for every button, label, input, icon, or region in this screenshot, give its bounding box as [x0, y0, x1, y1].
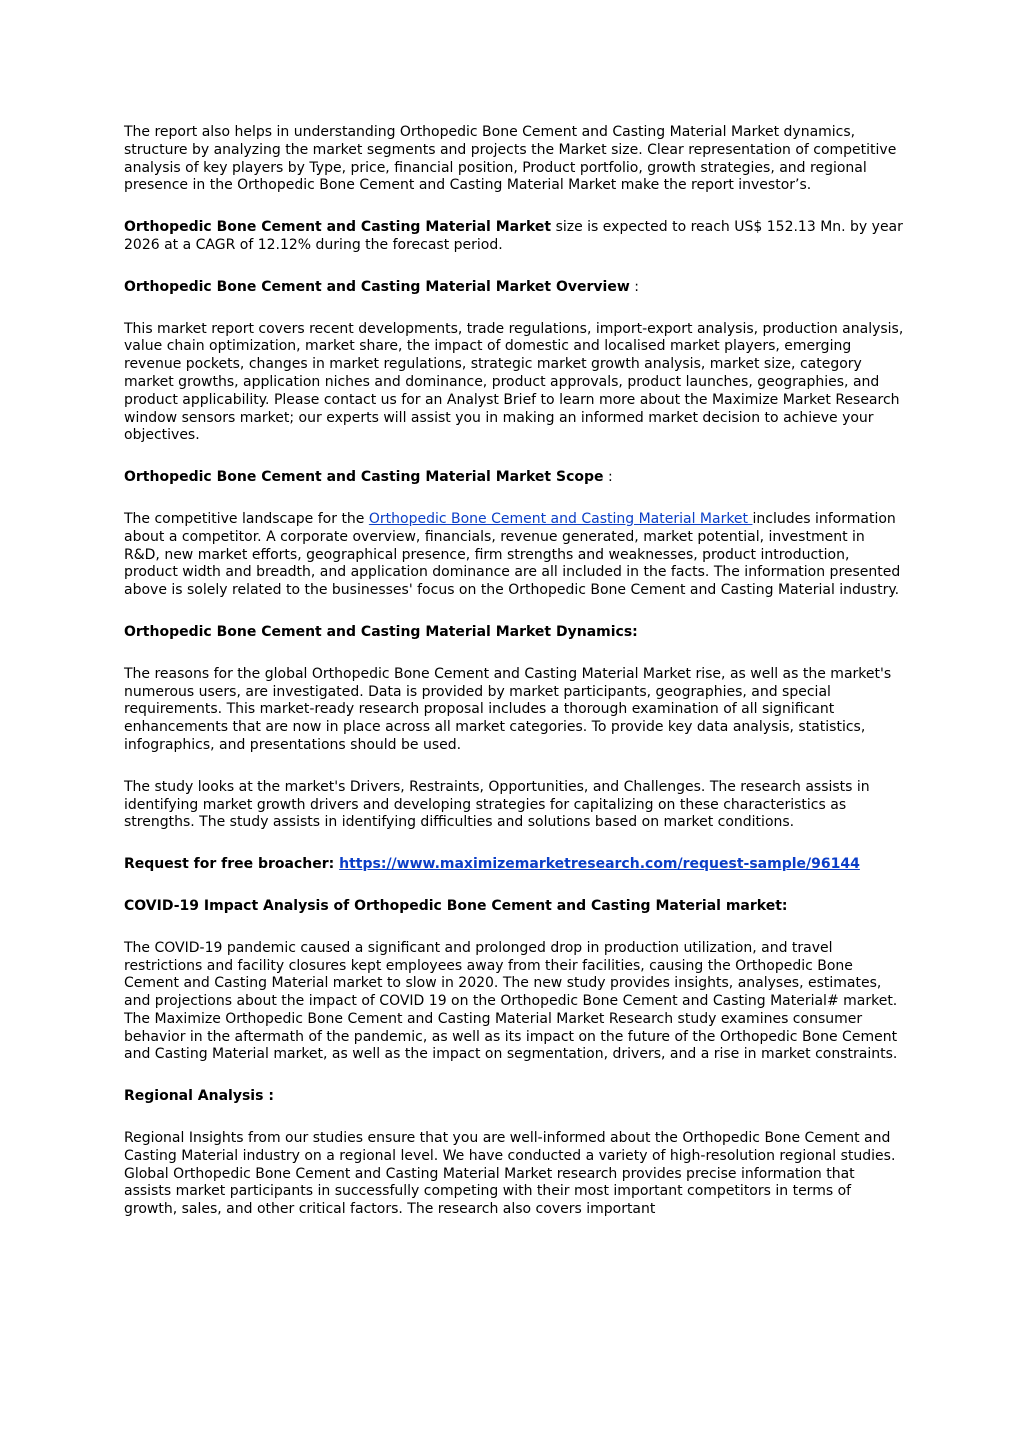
covid-paragraph: The COVID-19 pandemic caused a significant and prolonged drop in production utilization, and travel restrictions and facility closures kept employees away from their facilities, causing the Orthopedic Bone Cement and Casting Material market to slow in 2020. The new study provides insights, analyses, estimates, and projections about the impact of COVID 19 on the Orthopedic Bone Cement and Casting Material# market. The Maximize Orthopedic Bone Cement and Casting Material Market Research study examines consumer behavior in the aftermath of the pandemic, as well as its impact on the future of the Orthopedic Bone Cement and Casting Material market, as well as the impact on segmentation, drivers, and a rise in market constraints. — [124, 939, 898, 1063]
scope-heading — [124, 469, 904, 487]
overview-paragraph: This market report covers recent developments, trade regulations, import-export analysis, production analysis, value chain optimization, market share, the impact of domestic and localised market players, emerging revenue pockets, changes in market regulations, strategic market growth analysis, market size, category market growths, application niches and dominance, product approvals, product launches, geographies, and product applicability. Please contact us for an Analyst Brief to learn more about the Maximize Market Research window sensors market; our experts will assist you in making an informed market decision to achieve your objectives. — [124, 320, 904, 444]
scope-text-before: The competitive landscape for the — [124, 510, 369, 527]
request-brochure-label: Request for free broacher: — [124, 856, 340, 873]
scope-heading-text: Orthopedic Bone Cement and Casting Material Market Scope — [124, 469, 604, 486]
market-size-text: size is expected to reach US$ 152.13 Mn. by year 2026 at a CAGR of 12.12% during the forecast period. — [124, 219, 903, 253]
overview-heading — [124, 279, 904, 297]
request-brochure-line — [124, 856, 904, 874]
scope-paragraph — [124, 511, 904, 600]
market-size-paragraph — [124, 219, 904, 255]
overview-heading-suffix: : — [629, 278, 639, 295]
dynamics-paragraph-1: The reasons for the global Orthopedic Bone Cement and Casting Material Market rise, as well as the market's numerous users, are investigated. Data is provided by market participants, geographies, and special requirements. This market-ready research proposal includes a thorough examination of all significant enhancements that are now in place across all market categories. To provide key data analysis, statistics, infographics, and presentations should be used. — [124, 665, 892, 753]
document-page — [124, 124, 904, 1243]
dynamics-heading: Orthopedic Bone Cement and Casting Material Market Dynamics: — [124, 623, 638, 640]
market-report-link[interactable]: Orthopedic Bone Cement and Casting Material Market — [368, 510, 753, 527]
request-sample-link[interactable]: https://www.maximizemarketresearch.com/request-sample/96144 — [339, 856, 860, 873]
scope-text-after: includes information about a competitor. A corporate overview, financials, revenue generated, market potential, investment in R&D, new market efforts, geographical presence, firm strengths and weaknesses, product introduction, product width and breadth, and application dominance are all included in the facts. The information presented above is solely related to the businesses' focus on the Orthopedic Bone Cement and Casting Material industry. — [124, 510, 901, 599]
covid-heading: COVID-19 Impact Analysis of Orthopedic Bone Cement and Casting Material market: — [124, 897, 788, 914]
scope-heading-suffix: : — [603, 469, 613, 486]
intro-paragraph: The report also helps in understanding Orthopedic Bone Cement and Casting Material Market dynamics, structure by analyzing the market segments and projects the Market size. Clear representation of competitive analysis of key players by Type, price, financial position, Product portfolio, growth strategies, and regional presence in the Orthopedic Bone Cement and Casting Material Market make the report investor’s. — [124, 124, 897, 194]
overview-heading-text: Orthopedic Bone Cement and Casting Material Market Overview — [124, 278, 630, 295]
market-size-emphasis: Orthopedic Bone Cement and Casting Material Market — [124, 219, 552, 236]
regional-paragraph: Regional Insights from our studies ensure that you are well-informed about the Orthopedic Bone Cement and Casting Material industry on a regional level. We have conducted a variety of high-resolution regional studies. Global Orthopedic Bone Cement and Casting Material Market research provides precise information that assists market participants in successfully competing with their most important competitors in terms of growth, sales, and other critical factors. The research also covers important — [124, 1130, 896, 1218]
regional-heading: Regional Analysis : — [124, 1088, 274, 1105]
dynamics-paragraph-2: The study looks at the market's Drivers, Restraints, Opportunities, and Challenges. The research assists in identifying market growth drivers and developing strategies for capitalizing on these characteristics as strengths. The study assists in identifying difficulties and solutions based on market conditions. — [124, 778, 870, 831]
